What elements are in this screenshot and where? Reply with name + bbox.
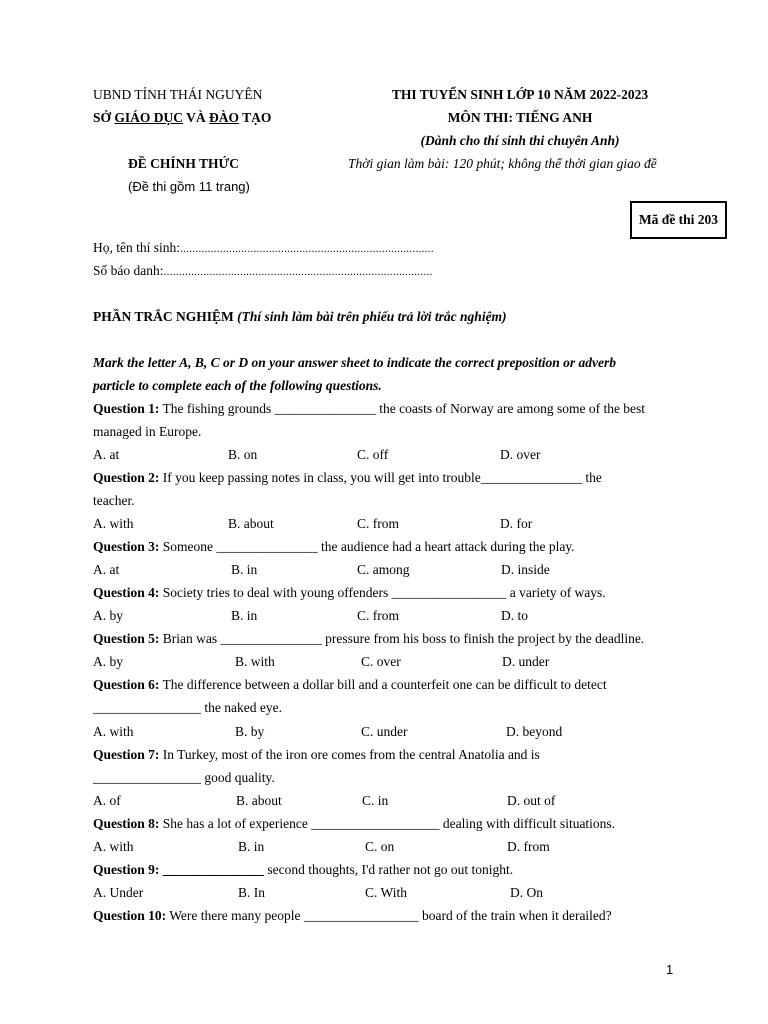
exam-title: THI TUYỂN SINH LỚP 10 NĂM 2022-2023 [391, 87, 649, 102]
candidate-id-label: Số báo danh: [93, 263, 164, 278]
question-label: Question 8: [93, 816, 160, 831]
option-c: C. from [357, 516, 399, 531]
question-label: Question 10: [93, 908, 167, 923]
option-c: C. among [357, 562, 410, 577]
question-text: Society tries to deal with young offenders _________________ a variety of ways. [159, 585, 606, 600]
candidate-name-line [93, 240, 434, 256]
option-a: A. with [93, 516, 134, 531]
option-d: D. beyond [506, 724, 563, 739]
instruction-line: Mark the letter A, B, C or D on your answer sheet to indicate the correct preposition or adverb [93, 355, 617, 370]
section-title-note: (Thí sinh làm bài trên phiếu trả lời trắc nghiệm) [237, 309, 507, 324]
option-d: D. to [501, 608, 528, 623]
dept-part: TẠO [239, 110, 272, 125]
option-d: D. inside [501, 562, 550, 577]
question-8 [93, 816, 615, 832]
question-2 [93, 470, 602, 486]
question-label: Question 7: [93, 747, 160, 762]
option-a: A. Under [93, 885, 144, 900]
option-a: A. at [93, 562, 120, 577]
section-title [93, 309, 507, 325]
candidate-name-dots: ................................................................................... [180, 243, 434, 255]
option-c: C. on [365, 839, 395, 854]
dept-part-underlined: ĐÀO [209, 110, 240, 125]
question-3 [93, 539, 575, 555]
question-label: Question 4: [93, 585, 160, 600]
question-text: She has a lot of experience ___________________ dealing with difficult situations. [159, 816, 616, 831]
candidate-id-dots: ........................................................................................ [163, 266, 433, 278]
option-c: C. With [365, 885, 407, 900]
question-10 [93, 908, 612, 924]
option-d: D. under [502, 654, 550, 669]
question-text: Someone _______________ the audience had a heart attack during the play. [159, 539, 575, 554]
pages-note: (Đề thi gồm 11 trang) [128, 179, 250, 194]
question-label: Question 3: [93, 539, 160, 554]
question-text: Brian was _______________ pressure from his boss to finish the project by the deadline. [159, 631, 645, 646]
question-text: Were there many people _________________ board of the train when it derailed? [166, 908, 612, 923]
official-label: ĐỀ CHÍNH THỨC [128, 156, 240, 171]
page-number: 1 [666, 962, 674, 977]
question-1 [93, 401, 645, 417]
option-c: C. under [361, 724, 408, 739]
option-d: D. from [507, 839, 550, 854]
candidate-id-line [93, 263, 432, 279]
question-6-continued: ________________ the naked eye. [93, 700, 282, 715]
audience-note: (Dành cho thí sinh thi chuyên Anh) [420, 133, 620, 148]
question-label: Question 2: [93, 470, 160, 485]
option-b: B. in [231, 608, 258, 623]
instruction-line: particle to complete each of the following questions. [93, 378, 382, 393]
option-d: D. over [500, 447, 541, 462]
question-4 [93, 585, 606, 601]
question-label: Question 5: [93, 631, 160, 646]
question-7-continued: ________________ good quality. [93, 770, 275, 785]
option-a: A. of [93, 793, 121, 808]
question-text: The difference between a dollar bill and a counterfeit one can be difficult to detect [159, 677, 607, 692]
question-7 [93, 747, 540, 763]
authority-name: UBND TỈNH THÁI NGUYÊN [93, 87, 263, 102]
option-b: B. about [236, 793, 282, 808]
option-b: B. by [235, 724, 265, 739]
question-9 [93, 862, 513, 878]
option-d: D. On [510, 885, 543, 900]
option-a: A. at [93, 447, 120, 462]
option-b: B. with [235, 654, 275, 669]
question-label: Question 9: [93, 862, 160, 877]
dept-part-underlined: GIÁO DỤC [114, 110, 184, 125]
candidate-name-label: Họ, tên thí sinh: [93, 240, 180, 255]
option-b: B. on [228, 447, 258, 462]
exam-code-box: Mã đề thi 203 [630, 201, 727, 239]
question-2-continued: teacher. [93, 493, 135, 508]
option-d: D. for [500, 516, 533, 531]
option-b: B. In [238, 885, 265, 900]
question-1-continued: managed in Europe. [93, 424, 202, 439]
option-b: B. about [228, 516, 274, 531]
question-6 [93, 677, 607, 693]
dept-part: SỞ [93, 110, 115, 125]
option-b: B. in [238, 839, 265, 854]
option-b: B. in [231, 562, 258, 577]
section-title-text: PHẦN TRẮC NGHIỆM [93, 309, 238, 324]
question-blank: _______________ [159, 862, 265, 877]
question-label: Question 6: [93, 677, 160, 692]
option-a: A. by [93, 654, 123, 669]
option-c: C. over [361, 654, 401, 669]
department-name [93, 110, 271, 126]
dept-part: VÀ [183, 110, 210, 125]
option-a: A. with [93, 839, 134, 854]
question-text: The fishing grounds _______________ the coasts of Norway are among some of the best [159, 401, 646, 416]
option-c: C. off [357, 447, 389, 462]
question-label: Question 1: [93, 401, 160, 416]
option-c: C. from [357, 608, 399, 623]
time-note: Thời gian làm bài: 120 phút; không thể thời gian giao đề [348, 156, 657, 171]
question-text: If you keep passing notes in class, you will get into trouble_______________ the [159, 470, 602, 485]
option-a: A. with [93, 724, 134, 739]
question-text: In Turkey, most of the iron ore comes from the central Anatolia and is [159, 747, 540, 762]
question-5 [93, 631, 644, 647]
option-c: C. in [362, 793, 389, 808]
option-a: A. by [93, 608, 123, 623]
subject-title: MÔN THI: TIẾNG ANH [447, 110, 593, 125]
option-d: D. out of [507, 793, 556, 808]
question-text: second thoughts, I'd rather not go out tonight. [264, 862, 514, 877]
